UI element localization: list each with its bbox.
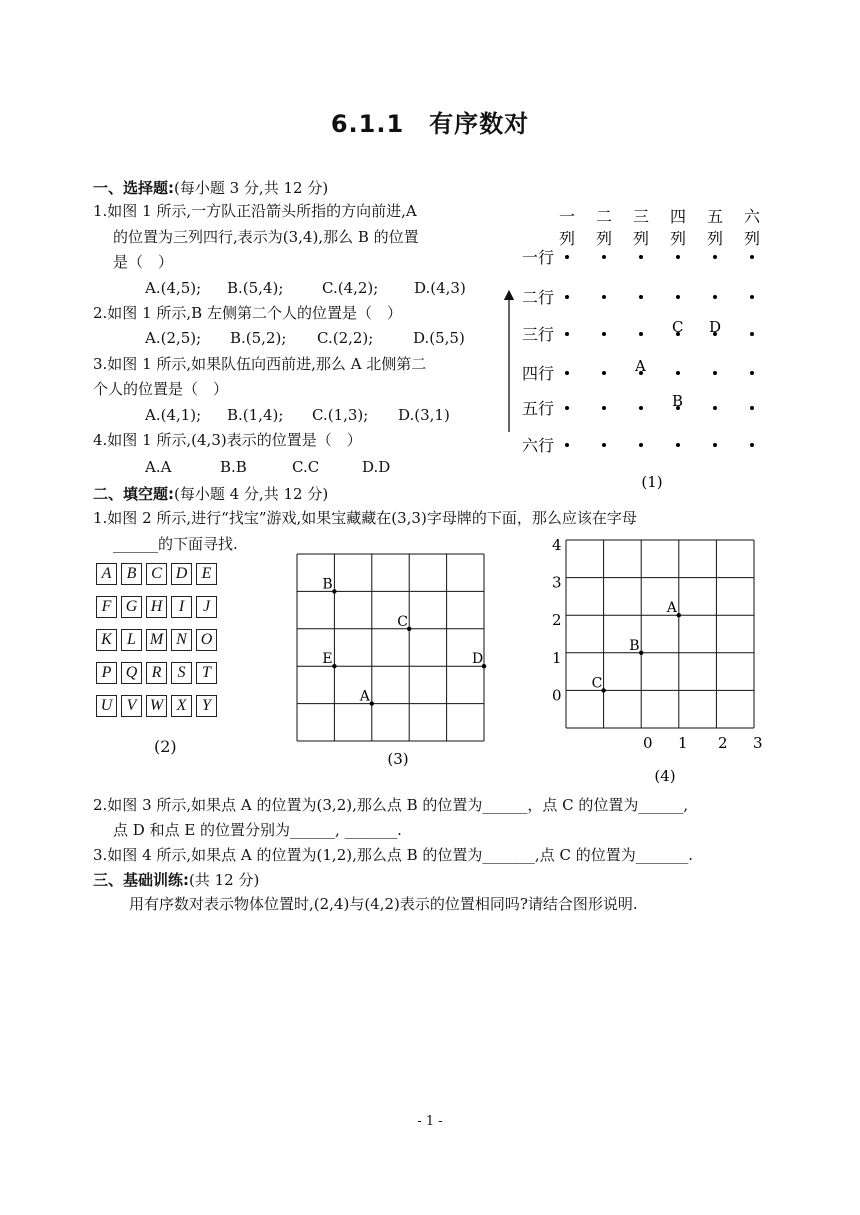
formation-dot bbox=[602, 406, 606, 410]
page-number: - 1 - bbox=[417, 1114, 443, 1129]
letter-card-o: O bbox=[196, 629, 217, 651]
figure-4-caption: (4) bbox=[654, 767, 676, 785]
formation-dot bbox=[676, 255, 680, 259]
formation-dot bbox=[565, 255, 569, 259]
section-3-note: (共 12 分) bbox=[189, 871, 260, 889]
q2-option-d: D.(5,5) bbox=[413, 329, 465, 347]
row-label-5: 五行 bbox=[522, 399, 555, 418]
formation-dot bbox=[565, 406, 569, 410]
formation-dot bbox=[602, 443, 606, 447]
letter-row bbox=[96, 596, 217, 618]
section-3-heading bbox=[93, 869, 259, 890]
section-1-note: (每小题 3 分,共 12 分) bbox=[174, 179, 329, 197]
formation-dot bbox=[676, 371, 680, 375]
x-tick-label: 0 bbox=[643, 734, 653, 752]
letter-card-i: I bbox=[171, 596, 192, 618]
letter-card-g: G bbox=[121, 596, 142, 618]
q1-line1: 1.如图 1 所示,一方队正沿箭头所指的方向前进,A bbox=[93, 202, 417, 220]
q1-option-d: D.(4,3) bbox=[414, 279, 466, 297]
page-title: 6.1.1 有序数对 bbox=[330, 110, 530, 138]
column-header-3-suffix: 列 bbox=[632, 229, 650, 248]
s2-q1-line1: 1.如图 2 所示,进行“找宝”游戏,如果宝藏藏在(3,3)字母牌的下面，那么应该在字母 bbox=[93, 509, 637, 527]
letter-card-l: L bbox=[121, 629, 142, 651]
section-3-title: 三、基础训练: bbox=[93, 871, 189, 889]
formation-dot bbox=[639, 255, 643, 259]
formation-dot bbox=[602, 255, 606, 259]
letter-card-e: E bbox=[196, 563, 217, 585]
letter-card-h: H bbox=[146, 596, 167, 618]
letter-row bbox=[96, 563, 217, 585]
section-2-heading bbox=[93, 483, 328, 504]
figure-2-letter-cards bbox=[96, 563, 217, 728]
point-label-c: C bbox=[672, 318, 684, 336]
q4-option-d: D.D bbox=[362, 458, 391, 476]
letter-card-d: D bbox=[171, 563, 192, 585]
y-tick-label: 4 bbox=[552, 536, 562, 554]
formation-dot bbox=[565, 371, 569, 375]
figure-3 bbox=[290, 550, 490, 770]
row-label-1: 一行 bbox=[522, 248, 555, 267]
figure-4 bbox=[545, 533, 770, 788]
q1-line2: 的位置为三列四行,表示为(3,4),那么 B 的位置 bbox=[113, 228, 419, 246]
column-header-1-suffix: 列 bbox=[558, 229, 576, 248]
s2-q2-line2: 点 D 和点 E 的位置分别为______, _______. bbox=[113, 821, 402, 839]
q3-option-c: C.(1,3); bbox=[312, 406, 369, 424]
point-label-b: B bbox=[672, 392, 684, 410]
letter-card-r: R bbox=[146, 662, 167, 684]
y-tick-label: 0 bbox=[552, 686, 562, 705]
letter-card-m: M bbox=[146, 629, 167, 651]
formation-dot bbox=[750, 295, 754, 299]
column-header-6: 六 bbox=[743, 207, 761, 226]
column-header-5: 五 bbox=[706, 207, 724, 226]
q1-option-c: C.(4,2); bbox=[322, 279, 379, 297]
q4-option-b: B.B bbox=[220, 458, 247, 476]
letter-card-f: F bbox=[96, 596, 117, 618]
formation-dot bbox=[639, 406, 643, 410]
point-label-d: D bbox=[709, 318, 722, 336]
figure-1 bbox=[500, 200, 770, 500]
letter-card-c: C bbox=[146, 563, 167, 585]
letter-card-s: S bbox=[171, 662, 192, 684]
q2-options bbox=[145, 328, 465, 348]
column-header-4-suffix: 列 bbox=[669, 229, 687, 248]
q4-options bbox=[145, 457, 390, 477]
y-tick-label: 2 bbox=[552, 611, 562, 630]
column-header-3: 三 bbox=[632, 207, 650, 226]
q3-option-a: A.(4,1); bbox=[145, 406, 202, 424]
letter-card-v: V bbox=[121, 695, 142, 717]
row-label-4: 四行 bbox=[522, 364, 555, 383]
q2-line1: 2.如图 1 所示,B 左侧第二个人的位置是（ ） bbox=[93, 304, 402, 322]
figure-3-caption: (3) bbox=[387, 750, 409, 768]
formation-dot bbox=[602, 295, 606, 299]
formation-dot bbox=[639, 443, 643, 447]
row-label-6: 六行 bbox=[522, 436, 555, 455]
figure-1-caption: (1) bbox=[641, 473, 663, 491]
q4-line1: 4.如图 1 所示,(4,3)表示的位置是（ ） bbox=[93, 431, 362, 449]
column-header-2: 二 bbox=[595, 207, 613, 226]
section-2-note: (每小题 4 分,共 12 分) bbox=[174, 485, 329, 503]
x-tick-label: 1 bbox=[678, 734, 688, 752]
column-header-1: 一 bbox=[558, 207, 576, 226]
point-label-b: B bbox=[322, 576, 333, 593]
point-label-c: C bbox=[397, 613, 408, 630]
section-1-heading bbox=[93, 177, 328, 198]
letter-card-p: P bbox=[96, 662, 117, 684]
formation-dot bbox=[750, 371, 754, 375]
column-header-5-suffix: 列 bbox=[706, 229, 724, 248]
q3-line1: 3.如图 1 所示,如果队伍向西前进,那么 A 北侧第二 bbox=[93, 355, 427, 373]
point-label-b: B bbox=[629, 637, 640, 654]
q4-option-a: A.A bbox=[145, 458, 172, 476]
formation-dot bbox=[713, 371, 717, 375]
letter-card-y: Y bbox=[196, 695, 217, 717]
point-label-c: C bbox=[591, 675, 603, 692]
formation-dot bbox=[639, 332, 643, 336]
letter-card-k: K bbox=[96, 629, 117, 651]
y-tick-label: 1 bbox=[552, 648, 562, 667]
s2-q3-line1: 3.如图 4 所示,如果点 A 的位置为(1,2),那么点 B 的位置为_______,点 C 的位置为_______. bbox=[93, 846, 693, 864]
column-header-6-suffix: 列 bbox=[743, 229, 761, 248]
y-tick-label: 3 bbox=[552, 573, 562, 592]
q1-option-a: A.(4,5); bbox=[145, 279, 202, 297]
q3-options bbox=[145, 405, 450, 425]
s2-q2-line1: 2.如图 3 所示,如果点 A 的位置为(3,2),那么点 B 的位置为______，点 C 的位置为______, bbox=[93, 796, 689, 814]
point-b bbox=[639, 651, 643, 655]
q3-option-b: B.(1,4); bbox=[227, 406, 284, 424]
formation-dot bbox=[676, 443, 680, 447]
letter-card-t: T bbox=[196, 662, 217, 684]
formation-dot bbox=[750, 255, 754, 259]
point-a bbox=[677, 613, 681, 617]
q3-option-d: D.(3,1) bbox=[398, 406, 450, 424]
q2-option-b: B.(5,2); bbox=[230, 329, 287, 347]
formation-dot bbox=[602, 332, 606, 336]
q4-option-c: C.C bbox=[292, 458, 320, 476]
letter-card-j: J bbox=[196, 596, 217, 618]
s2-q1-line2: ______的下面寻找. bbox=[113, 535, 238, 553]
formation-dot bbox=[565, 295, 569, 299]
letter-row bbox=[96, 695, 217, 717]
row-label-3: 三行 bbox=[522, 325, 555, 344]
section-2-title: 二、填空题: bbox=[93, 485, 174, 503]
letter-card-q: Q bbox=[121, 662, 142, 684]
formation-dot bbox=[713, 443, 717, 447]
row-label-2: 二行 bbox=[522, 288, 555, 307]
x-tick-label: 3 bbox=[753, 734, 763, 752]
letter-card-w: W bbox=[146, 695, 167, 717]
letter-card-u: U bbox=[96, 695, 117, 717]
formation-dot bbox=[750, 332, 754, 336]
point-label-a: A bbox=[359, 688, 370, 705]
formation-dot bbox=[565, 443, 569, 447]
column-header-2-suffix: 列 bbox=[595, 229, 613, 248]
q2-option-c: C.(2,2); bbox=[317, 329, 374, 347]
letter-card-a: A bbox=[96, 563, 117, 585]
point-label-a: A bbox=[635, 357, 646, 375]
q1-options bbox=[145, 278, 466, 298]
formation-dot bbox=[713, 295, 717, 299]
formation-dot bbox=[602, 371, 606, 375]
letter-row bbox=[96, 629, 217, 651]
letter-card-n: N bbox=[171, 629, 192, 651]
formation-dot bbox=[676, 295, 680, 299]
point-label-e: E bbox=[322, 651, 333, 668]
letter-row bbox=[96, 662, 217, 684]
formation-dot bbox=[713, 406, 717, 410]
x-tick-label: 2 bbox=[718, 734, 728, 752]
section-3-text: 用有序数对表示物体位置时,(2,4)与(4,2)表示的位置相同吗?请结合图形说明. bbox=[129, 895, 638, 913]
q1-line3: 是（ ） bbox=[113, 253, 174, 271]
q2-option-a: A.(2,5); bbox=[145, 329, 202, 347]
formation-dot bbox=[713, 255, 717, 259]
formation-dot bbox=[639, 295, 643, 299]
column-header-4: 四 bbox=[669, 207, 687, 226]
formation-dot bbox=[750, 443, 754, 447]
section-1-title: 一、选择题: bbox=[93, 179, 174, 197]
point-e bbox=[332, 664, 336, 668]
letter-card-x: X bbox=[171, 695, 192, 717]
point-label-d: D bbox=[472, 651, 484, 668]
q1-option-b: B.(5,4); bbox=[227, 279, 284, 297]
point-b bbox=[332, 589, 336, 593]
letter-card-b: B bbox=[121, 563, 142, 585]
formation-dot bbox=[750, 406, 754, 410]
figure-2-caption: (2) bbox=[154, 737, 177, 756]
formation-dot bbox=[565, 332, 569, 336]
point-label-a: A bbox=[666, 600, 677, 617]
point-a bbox=[370, 701, 374, 705]
q3-line2: 个人的位置是（ ） bbox=[93, 380, 229, 398]
